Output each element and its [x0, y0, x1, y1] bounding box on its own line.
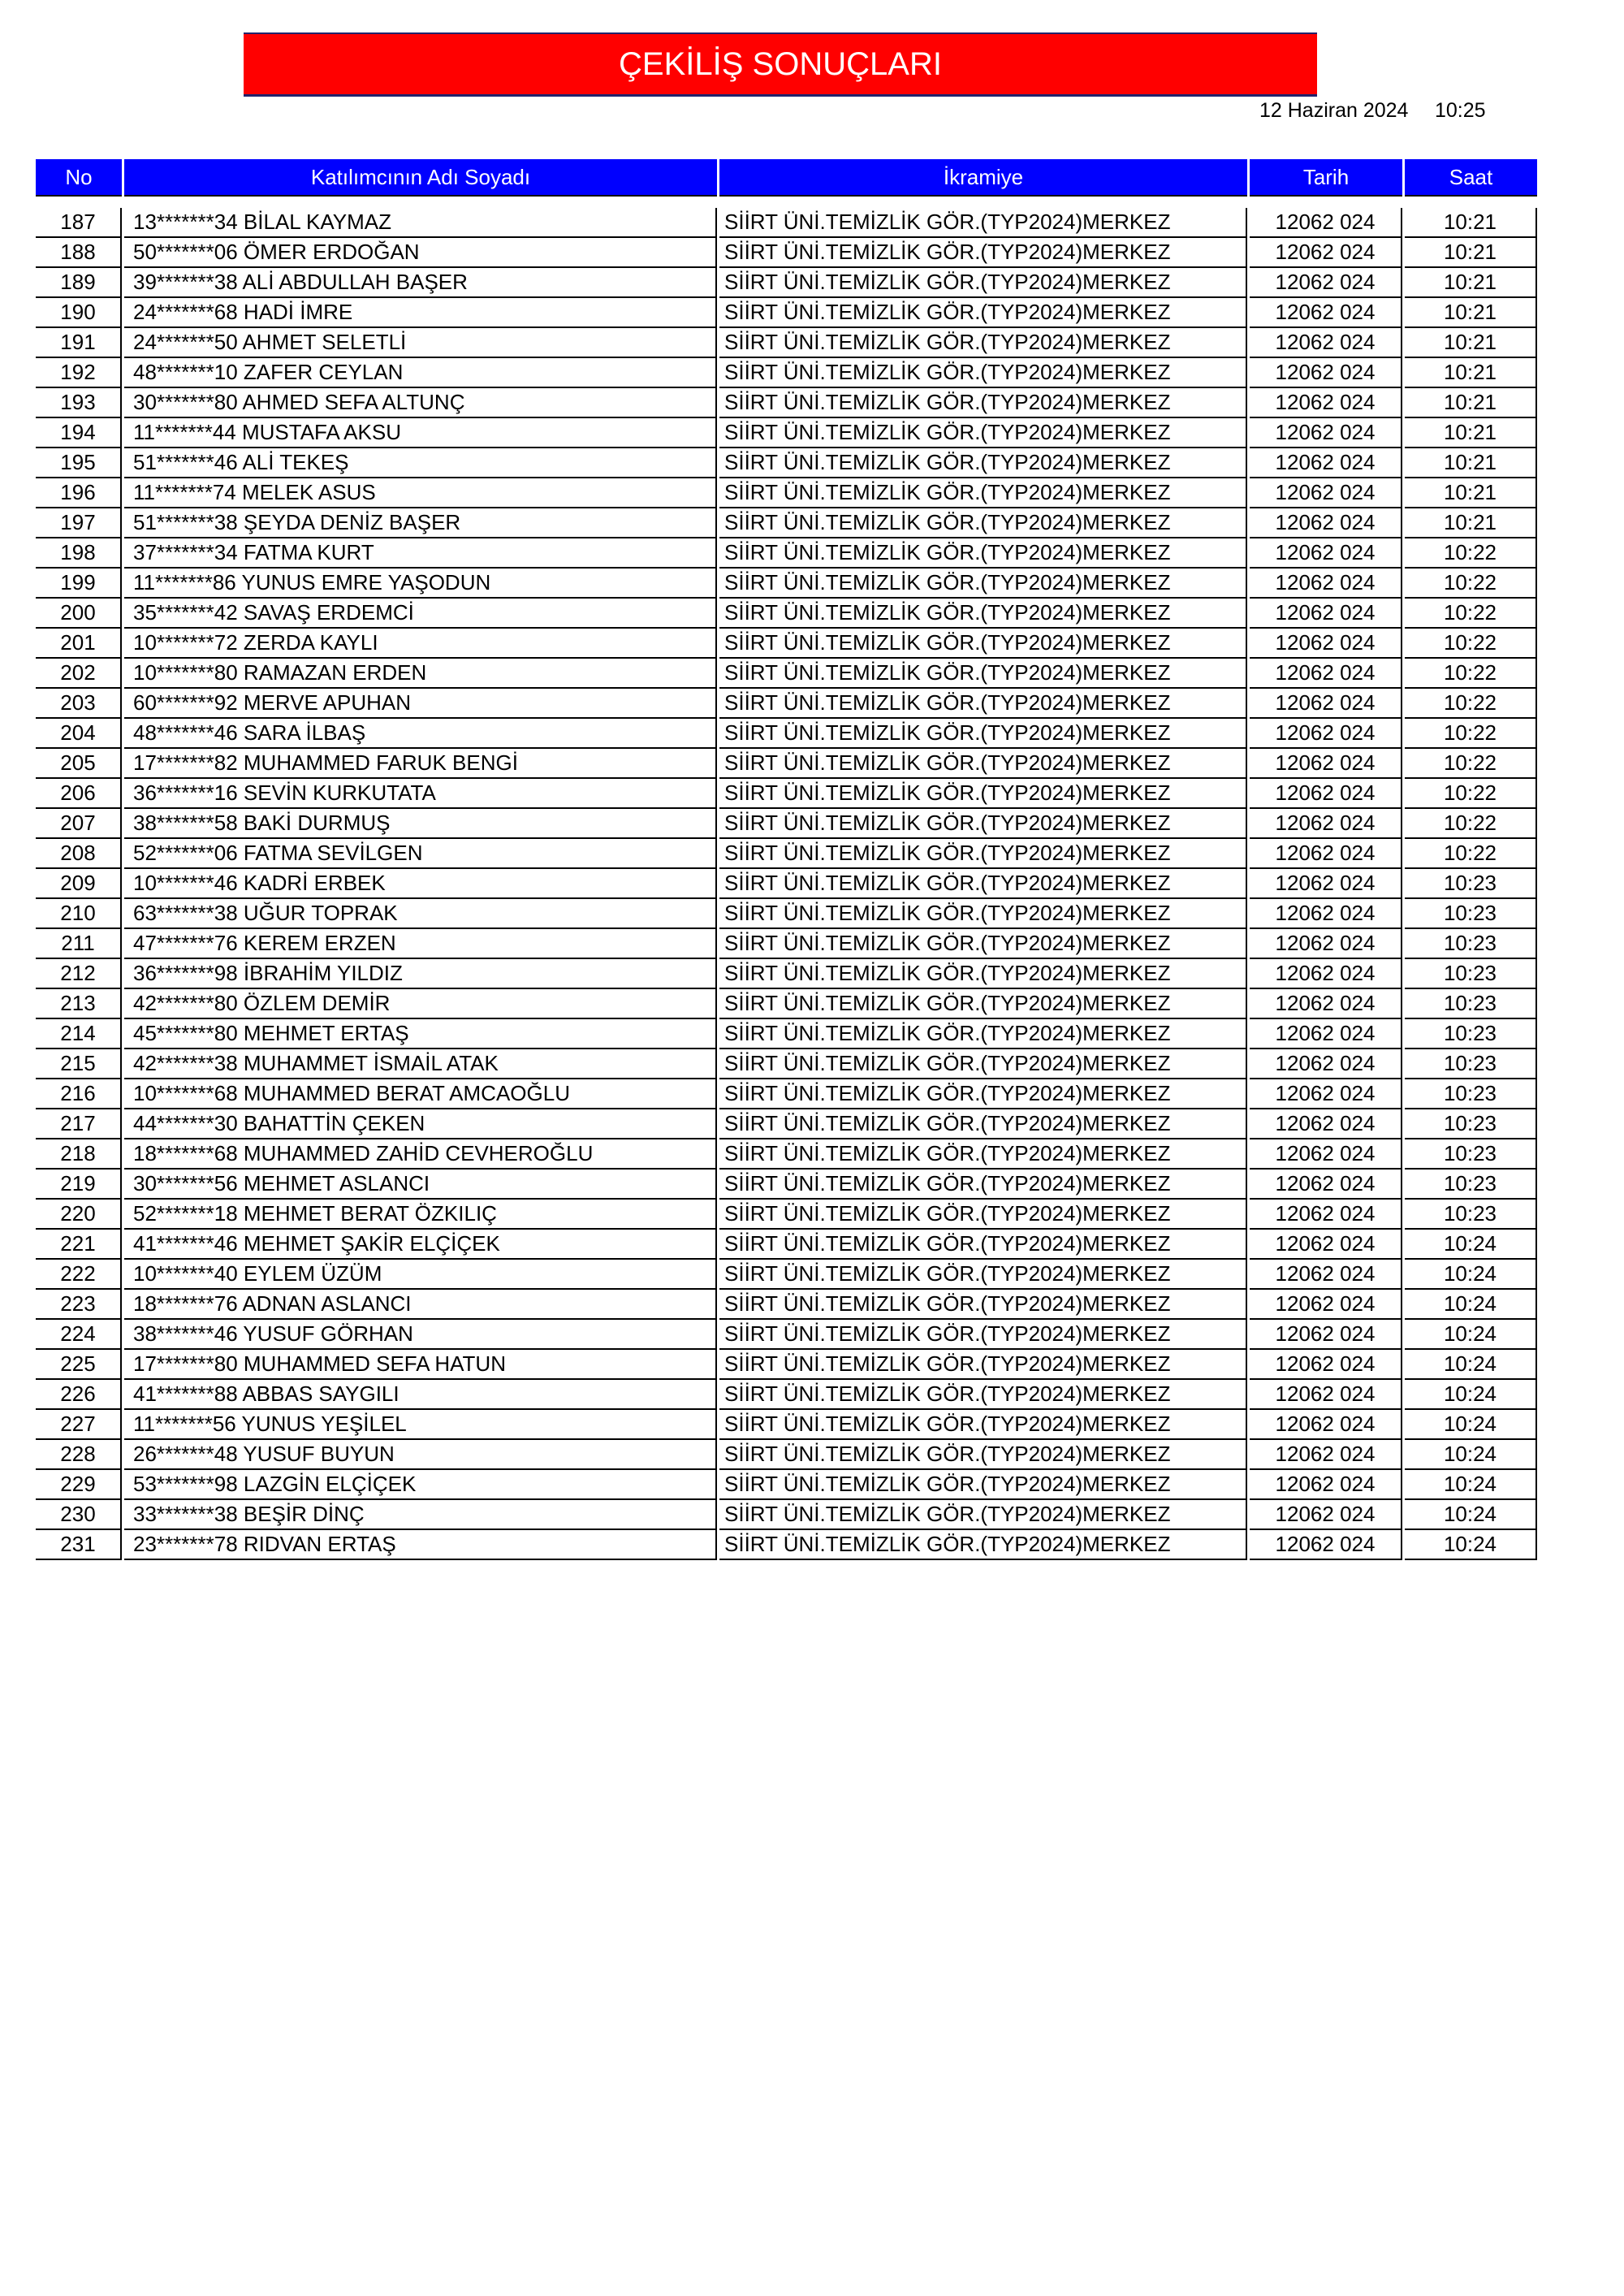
row-time: 10:21	[1405, 508, 1537, 538]
prize: SİİRT ÜNİ.TEMİZLİK GÖR.(TYP2024)MERKEZ	[719, 689, 1247, 719]
row-number: 225	[36, 1350, 122, 1380]
table-row	[0, 599, 1624, 629]
row-number: 190	[36, 298, 122, 328]
row-number: 203	[36, 689, 122, 719]
prize: SİİRT ÜNİ.TEMİZLİK GÖR.(TYP2024)MERKEZ	[719, 388, 1247, 418]
row-time: 10:24	[1405, 1320, 1537, 1350]
participant-name: 24*******50 AHMET SELETLİ	[124, 328, 717, 358]
row-date: 12062 024	[1250, 1200, 1402, 1230]
row-number: 187	[36, 208, 122, 238]
row-number: 231	[36, 1530, 122, 1560]
table-row	[0, 1019, 1624, 1049]
table-row	[0, 689, 1624, 719]
participant-name: 53*******98 LAZGİN ELÇİÇEK	[124, 1470, 717, 1500]
table-row	[0, 238, 1624, 268]
row-time: 10:23	[1405, 929, 1537, 959]
row-time: 10:23	[1405, 1079, 1537, 1109]
prize: SİİRT ÜNİ.TEMİZLİK GÖR.(TYP2024)MERKEZ	[719, 268, 1247, 298]
row-time: 10:22	[1405, 659, 1537, 689]
participant-name: 33*******38 BEŞİR DİNÇ	[124, 1500, 717, 1530]
row-number: 229	[36, 1470, 122, 1500]
row-number: 188	[36, 238, 122, 268]
table-row	[0, 629, 1624, 659]
participant-name: 41*******88 ABBAS SAYGILI	[124, 1380, 717, 1410]
participant-name: 41*******46 MEHMET ŞAKİR ELÇİÇEK	[124, 1230, 717, 1260]
row-date: 12062 024	[1250, 1350, 1402, 1380]
prize: SİİRT ÜNİ.TEMİZLİK GÖR.(TYP2024)MERKEZ	[719, 1109, 1247, 1139]
row-date: 12062 024	[1250, 659, 1402, 689]
prize: SİİRT ÜNİ.TEMİZLİK GÖR.(TYP2024)MERKEZ	[719, 418, 1247, 448]
row-date: 12062 024	[1250, 869, 1402, 899]
prize: SİİRT ÜNİ.TEMİZLİK GÖR.(TYP2024)MERKEZ	[719, 779, 1247, 809]
table-row	[0, 1170, 1624, 1200]
row-time: 10:23	[1405, 1109, 1537, 1139]
row-date: 12062 024	[1250, 899, 1402, 929]
row-time: 10:22	[1405, 809, 1537, 839]
row-date: 12062 024	[1250, 929, 1402, 959]
table-row	[0, 929, 1624, 959]
table-row	[0, 1440, 1624, 1470]
participant-name: 48*******10 ZAFER CEYLAN	[124, 358, 717, 388]
row-date: 12062 024	[1250, 1170, 1402, 1200]
participant-name: 63*******38 UĞUR TOPRAK	[124, 899, 717, 929]
row-number: 228	[36, 1440, 122, 1470]
table-row	[0, 1049, 1624, 1079]
row-time: 10:23	[1405, 1200, 1537, 1230]
prize: SİİRT ÜNİ.TEMİZLİK GÖR.(TYP2024)MERKEZ	[719, 1530, 1247, 1560]
row-date: 12062 024	[1250, 1290, 1402, 1320]
participant-name: 47*******76 KEREM ERZEN	[124, 929, 717, 959]
row-time: 10:24	[1405, 1440, 1537, 1470]
row-time: 10:21	[1405, 358, 1537, 388]
prize: SİİRT ÜNİ.TEMİZLİK GÖR.(TYP2024)MERKEZ	[719, 869, 1247, 899]
prize: SİİRT ÜNİ.TEMİZLİK GÖR.(TYP2024)MERKEZ	[719, 538, 1247, 569]
prize: SİİRT ÜNİ.TEMİZLİK GÖR.(TYP2024)MERKEZ	[719, 1139, 1247, 1170]
row-number: 223	[36, 1290, 122, 1320]
table-row	[0, 208, 1624, 238]
participant-name: 39*******38 ALİ ABDULLAH BAŞER	[124, 268, 717, 298]
row-date: 12062 024	[1250, 298, 1402, 328]
participant-name: 38*******46 YUSUF GÖRHAN	[124, 1320, 717, 1350]
row-number: 216	[36, 1079, 122, 1109]
row-number: 227	[36, 1410, 122, 1440]
table-row	[0, 1530, 1624, 1560]
prize: SİİRT ÜNİ.TEMİZLİK GÖR.(TYP2024)MERKEZ	[719, 1049, 1247, 1079]
row-date: 12062 024	[1250, 839, 1402, 869]
row-time: 10:24	[1405, 1230, 1537, 1260]
row-time: 10:24	[1405, 1260, 1537, 1290]
row-number: 222	[36, 1260, 122, 1290]
row-time: 10:23	[1405, 1139, 1537, 1170]
row-number: 219	[36, 1170, 122, 1200]
prize: SİİRT ÜNİ.TEMİZLİK GÖR.(TYP2024)MERKEZ	[719, 809, 1247, 839]
table-row	[0, 989, 1624, 1019]
report-time: 10:25	[1435, 99, 1486, 122]
table-row	[0, 1230, 1624, 1260]
row-number: 221	[36, 1230, 122, 1260]
table-row	[0, 478, 1624, 508]
row-number: 208	[36, 839, 122, 869]
row-time: 10:24	[1405, 1410, 1537, 1440]
row-date: 12062 024	[1250, 569, 1402, 599]
prize: SİİRT ÜNİ.TEMİZLİK GÖR.(TYP2024)MERKEZ	[719, 629, 1247, 659]
prize: SİİRT ÜNİ.TEMİZLİK GÖR.(TYP2024)MERKEZ	[719, 1380, 1247, 1410]
row-date: 12062 024	[1250, 1109, 1402, 1139]
row-date: 12062 024	[1250, 268, 1402, 298]
header-date: Tarih	[1250, 159, 1402, 197]
participant-name: 10*******72 ZERDA KAYLI	[124, 629, 717, 659]
participant-name: 18*******68 MUHAMMED ZAHİD CEVHEROĞLU	[124, 1139, 717, 1170]
row-date: 12062 024	[1250, 779, 1402, 809]
row-date: 12062 024	[1250, 989, 1402, 1019]
prize: SİİRT ÜNİ.TEMİZLİK GÖR.(TYP2024)MERKEZ	[719, 989, 1247, 1019]
table-row	[0, 448, 1624, 478]
row-number: 224	[36, 1320, 122, 1350]
prize: SİİRT ÜNİ.TEMİZLİK GÖR.(TYP2024)MERKEZ	[719, 328, 1247, 358]
row-date: 12062 024	[1250, 418, 1402, 448]
row-date: 12062 024	[1250, 1139, 1402, 1170]
row-number: 214	[36, 1019, 122, 1049]
prize: SİİRT ÜNİ.TEMİZLİK GÖR.(TYP2024)MERKEZ	[719, 1350, 1247, 1380]
row-time: 10:24	[1405, 1530, 1537, 1560]
row-time: 10:21	[1405, 268, 1537, 298]
table-row	[0, 1410, 1624, 1440]
participant-name: 11*******86 YUNUS EMRE YAŞODUN	[124, 569, 717, 599]
prize: SİİRT ÜNİ.TEMİZLİK GÖR.(TYP2024)MERKEZ	[719, 238, 1247, 268]
table-row	[0, 388, 1624, 418]
row-time: 10:21	[1405, 328, 1537, 358]
prize: SİİRT ÜNİ.TEMİZLİK GÖR.(TYP2024)MERKEZ	[719, 448, 1247, 478]
prize: SİİRT ÜNİ.TEMİZLİK GÖR.(TYP2024)MERKEZ	[719, 1500, 1247, 1530]
participant-name: 36*******98 İBRAHİM YILDIZ	[124, 959, 717, 989]
row-time: 10:24	[1405, 1350, 1537, 1380]
row-number: 191	[36, 328, 122, 358]
participant-name: 50*******06 ÖMER ERDOĞAN	[124, 238, 717, 268]
row-number: 217	[36, 1109, 122, 1139]
row-number: 200	[36, 599, 122, 629]
row-time: 10:22	[1405, 839, 1537, 869]
row-number: 194	[36, 418, 122, 448]
table-row	[0, 1470, 1624, 1500]
row-date: 12062 024	[1250, 1049, 1402, 1079]
participant-name: 48*******46 SARA İLBAŞ	[124, 719, 717, 749]
row-date: 12062 024	[1250, 1079, 1402, 1109]
table-row	[0, 358, 1624, 388]
table-row	[0, 779, 1624, 809]
table-row	[0, 1200, 1624, 1230]
table-row	[0, 749, 1624, 779]
prize: SİİRT ÜNİ.TEMİZLİK GÖR.(TYP2024)MERKEZ	[719, 1290, 1247, 1320]
prize: SİİRT ÜNİ.TEMİZLİK GÖR.(TYP2024)MERKEZ	[719, 839, 1247, 869]
prize: SİİRT ÜNİ.TEMİZLİK GÖR.(TYP2024)MERKEZ	[719, 659, 1247, 689]
row-number: 215	[36, 1049, 122, 1079]
header-time: Saat	[1405, 159, 1537, 197]
row-number: 192	[36, 358, 122, 388]
prize: SİİRT ÜNİ.TEMİZLİK GÖR.(TYP2024)MERKEZ	[719, 298, 1247, 328]
participant-name: 11*******74 MELEK ASUS	[124, 478, 717, 508]
participant-name: 45*******80 MEHMET ERTAŞ	[124, 1019, 717, 1049]
row-time: 10:22	[1405, 749, 1537, 779]
table-row	[0, 328, 1624, 358]
row-date: 12062 024	[1250, 599, 1402, 629]
row-time: 10:24	[1405, 1290, 1537, 1320]
row-date: 12062 024	[1250, 1230, 1402, 1260]
prize: SİİRT ÜNİ.TEMİZLİK GÖR.(TYP2024)MERKEZ	[719, 599, 1247, 629]
row-date: 12062 024	[1250, 358, 1402, 388]
prize: SİİRT ÜNİ.TEMİZLİK GÖR.(TYP2024)MERKEZ	[719, 478, 1247, 508]
table-row	[0, 298, 1624, 328]
prize: SİİRT ÜNİ.TEMİZLİK GÖR.(TYP2024)MERKEZ	[719, 1320, 1247, 1350]
row-time: 10:21	[1405, 238, 1537, 268]
table-row	[0, 1380, 1624, 1410]
row-number: 211	[36, 929, 122, 959]
participant-name: 52*******18 MEHMET BERAT ÖZKILIÇ	[124, 1200, 717, 1230]
participant-name: 10*******46 KADRİ ERBEK	[124, 869, 717, 899]
table-row	[0, 719, 1624, 749]
row-date: 12062 024	[1250, 538, 1402, 569]
participant-name: 60*******92 MERVE APUHAN	[124, 689, 717, 719]
row-date: 12062 024	[1250, 1019, 1402, 1049]
row-time: 10:23	[1405, 989, 1537, 1019]
page-title: ÇEKİLİŞ SONUÇLARI	[244, 32, 1317, 97]
prize: SİİRT ÜNİ.TEMİZLİK GÖR.(TYP2024)MERKEZ	[719, 929, 1247, 959]
prize: SİİRT ÜNİ.TEMİZLİK GÖR.(TYP2024)MERKEZ	[719, 1079, 1247, 1109]
prize: SİİRT ÜNİ.TEMİZLİK GÖR.(TYP2024)MERKEZ	[719, 1170, 1247, 1200]
row-time: 10:24	[1405, 1470, 1537, 1500]
table-row	[0, 1350, 1624, 1380]
participant-name: 10*******80 RAMAZAN ERDEN	[124, 659, 717, 689]
row-time: 10:21	[1405, 298, 1537, 328]
row-number: 230	[36, 1500, 122, 1530]
participant-name: 37*******34 FATMA KURT	[124, 538, 717, 569]
prize: SİİRT ÜNİ.TEMİZLİK GÖR.(TYP2024)MERKEZ	[719, 358, 1247, 388]
row-time: 10:23	[1405, 899, 1537, 929]
prize: SİİRT ÜNİ.TEMİZLİK GÖR.(TYP2024)MERKEZ	[719, 899, 1247, 929]
header-name: Katılımcının Adı Soyadı	[124, 159, 717, 197]
row-date: 12062 024	[1250, 959, 1402, 989]
row-number: 210	[36, 899, 122, 929]
row-date: 12062 024	[1250, 1380, 1402, 1410]
table-row	[0, 268, 1624, 298]
row-time: 10:22	[1405, 689, 1537, 719]
row-number: 199	[36, 569, 122, 599]
participant-name: 17*******80 MUHAMMED SEFA HATUN	[124, 1350, 717, 1380]
row-time: 10:23	[1405, 959, 1537, 989]
header-no: No	[36, 159, 122, 197]
table-row	[0, 959, 1624, 989]
row-time: 10:23	[1405, 1019, 1537, 1049]
row-number: 193	[36, 388, 122, 418]
prize: SİİRT ÜNİ.TEMİZLİK GÖR.(TYP2024)MERKEZ	[719, 1200, 1247, 1230]
prize: SİİRT ÜNİ.TEMİZLİK GÖR.(TYP2024)MERKEZ	[719, 208, 1247, 238]
row-number: 202	[36, 659, 122, 689]
row-time: 10:22	[1405, 779, 1537, 809]
row-time: 10:21	[1405, 478, 1537, 508]
row-number: 189	[36, 268, 122, 298]
table-row	[0, 1500, 1624, 1530]
table-row	[0, 1260, 1624, 1290]
prize: SİİRT ÜNİ.TEMİZLİK GÖR.(TYP2024)MERKEZ	[719, 1410, 1247, 1440]
table-row	[0, 1320, 1624, 1350]
participant-name: 18*******76 ADNAN ASLANCI	[124, 1290, 717, 1320]
participant-name: 23*******78 RIDVAN ERTAŞ	[124, 1530, 717, 1560]
row-number: 204	[36, 719, 122, 749]
table-row	[0, 569, 1624, 599]
row-date: 12062 024	[1250, 1530, 1402, 1560]
row-number: 212	[36, 959, 122, 989]
row-time: 10:23	[1405, 1049, 1537, 1079]
row-number: 205	[36, 749, 122, 779]
table-row	[0, 508, 1624, 538]
row-time: 10:22	[1405, 599, 1537, 629]
row-date: 12062 024	[1250, 1260, 1402, 1290]
table-header	[0, 159, 1624, 197]
row-date: 12062 024	[1250, 238, 1402, 268]
row-number: 206	[36, 779, 122, 809]
participant-name: 44*******30 BAHATTİN ÇEKEN	[124, 1109, 717, 1139]
participant-name: 11*******44 MUSTAFA AKSU	[124, 418, 717, 448]
table-body	[0, 208, 1624, 1560]
row-time: 10:23	[1405, 1170, 1537, 1200]
row-number: 196	[36, 478, 122, 508]
table-row	[0, 1290, 1624, 1320]
participant-name: 42*******38 MUHAMMET İSMAİL ATAK	[124, 1049, 717, 1079]
report-date: 12 Haziran 2024	[1259, 99, 1409, 122]
row-time: 10:21	[1405, 448, 1537, 478]
row-number: 207	[36, 809, 122, 839]
row-number: 226	[36, 1380, 122, 1410]
row-time: 10:22	[1405, 719, 1537, 749]
participant-name: 11*******56 YUNUS YEŞİLEL	[124, 1410, 717, 1440]
participant-name: 52*******06 FATMA SEVİLGEN	[124, 839, 717, 869]
participant-name: 38*******58 BAKİ DURMUŞ	[124, 809, 717, 839]
row-date: 12062 024	[1250, 388, 1402, 418]
table-row	[0, 869, 1624, 899]
row-time: 10:21	[1405, 208, 1537, 238]
row-time: 10:22	[1405, 538, 1537, 569]
participant-name: 51*******46 ALİ TEKEŞ	[124, 448, 717, 478]
row-time: 10:24	[1405, 1380, 1537, 1410]
row-date: 12062 024	[1250, 689, 1402, 719]
row-number: 201	[36, 629, 122, 659]
row-date: 12062 024	[1250, 1500, 1402, 1530]
prize: SİİRT ÜNİ.TEMİZLİK GÖR.(TYP2024)MERKEZ	[719, 569, 1247, 599]
row-number: 197	[36, 508, 122, 538]
row-date: 12062 024	[1250, 719, 1402, 749]
participant-name: 26*******48 YUSUF BUYUN	[124, 1440, 717, 1470]
participant-name: 42*******80 ÖZLEM DEMİR	[124, 989, 717, 1019]
table-row	[0, 418, 1624, 448]
row-date: 12062 024	[1250, 1440, 1402, 1470]
participant-name: 30*******80 AHMED SEFA ALTUNÇ	[124, 388, 717, 418]
prize: SİİRT ÜNİ.TEMİZLİK GÖR.(TYP2024)MERKEZ	[719, 749, 1247, 779]
prize: SİİRT ÜNİ.TEMİZLİK GÖR.(TYP2024)MERKEZ	[719, 719, 1247, 749]
row-date: 12062 024	[1250, 508, 1402, 538]
prize: SİİRT ÜNİ.TEMİZLİK GÖR.(TYP2024)MERKEZ	[719, 1019, 1247, 1049]
participant-name: 24*******68 HADİ İMRE	[124, 298, 717, 328]
row-number: 209	[36, 869, 122, 899]
row-date: 12062 024	[1250, 1320, 1402, 1350]
row-date: 12062 024	[1250, 809, 1402, 839]
row-date: 12062 024	[1250, 328, 1402, 358]
row-date: 12062 024	[1250, 478, 1402, 508]
table-row	[0, 899, 1624, 929]
row-time: 10:21	[1405, 388, 1537, 418]
row-date: 12062 024	[1250, 629, 1402, 659]
row-number: 195	[36, 448, 122, 478]
table-row	[0, 538, 1624, 569]
prize: SİİRT ÜNİ.TEMİZLİK GÖR.(TYP2024)MERKEZ	[719, 508, 1247, 538]
participant-name: 17*******82 MUHAMMED FARUK BENGİ	[124, 749, 717, 779]
participant-name: 51*******38 ŞEYDA DENİZ BAŞER	[124, 508, 717, 538]
row-number: 198	[36, 538, 122, 569]
participant-name: 13*******34 BİLAL KAYMAZ	[124, 208, 717, 238]
table-row	[0, 1139, 1624, 1170]
row-time: 10:22	[1405, 629, 1537, 659]
participant-name: 35*******42 SAVAŞ ERDEMCİ	[124, 599, 717, 629]
row-number: 220	[36, 1200, 122, 1230]
row-date: 12062 024	[1250, 1470, 1402, 1500]
participant-name: 36*******16 SEVİN KURKUTATA	[124, 779, 717, 809]
prize: SİİRT ÜNİ.TEMİZLİK GÖR.(TYP2024)MERKEZ	[719, 1230, 1247, 1260]
row-date: 12062 024	[1250, 208, 1402, 238]
prize: SİİRT ÜNİ.TEMİZLİK GÖR.(TYP2024)MERKEZ	[719, 1440, 1247, 1470]
table-row	[0, 809, 1624, 839]
prize: SİİRT ÜNİ.TEMİZLİK GÖR.(TYP2024)MERKEZ	[719, 1260, 1247, 1290]
header-prize: İkramiye	[719, 159, 1247, 197]
participant-name: 30*******56 MEHMET ASLANCI	[124, 1170, 717, 1200]
prize: SİİRT ÜNİ.TEMİZLİK GÖR.(TYP2024)MERKEZ	[719, 959, 1247, 989]
row-date: 12062 024	[1250, 1410, 1402, 1440]
row-date: 12062 024	[1250, 749, 1402, 779]
table-row	[0, 659, 1624, 689]
table-row	[0, 1079, 1624, 1109]
table-row	[0, 839, 1624, 869]
table-row	[0, 1109, 1624, 1139]
row-number: 218	[36, 1139, 122, 1170]
participant-name: 10*******68 MUHAMMED BERAT AMCAOĞLU	[124, 1079, 717, 1109]
row-date: 12062 024	[1250, 448, 1402, 478]
row-time: 10:24	[1405, 1500, 1537, 1530]
row-time: 10:21	[1405, 418, 1537, 448]
participant-name: 10*******40 EYLEM ÜZÜM	[124, 1260, 717, 1290]
row-number: 213	[36, 989, 122, 1019]
row-time: 10:23	[1405, 869, 1537, 899]
prize: SİİRT ÜNİ.TEMİZLİK GÖR.(TYP2024)MERKEZ	[719, 1470, 1247, 1500]
row-time: 10:22	[1405, 569, 1537, 599]
